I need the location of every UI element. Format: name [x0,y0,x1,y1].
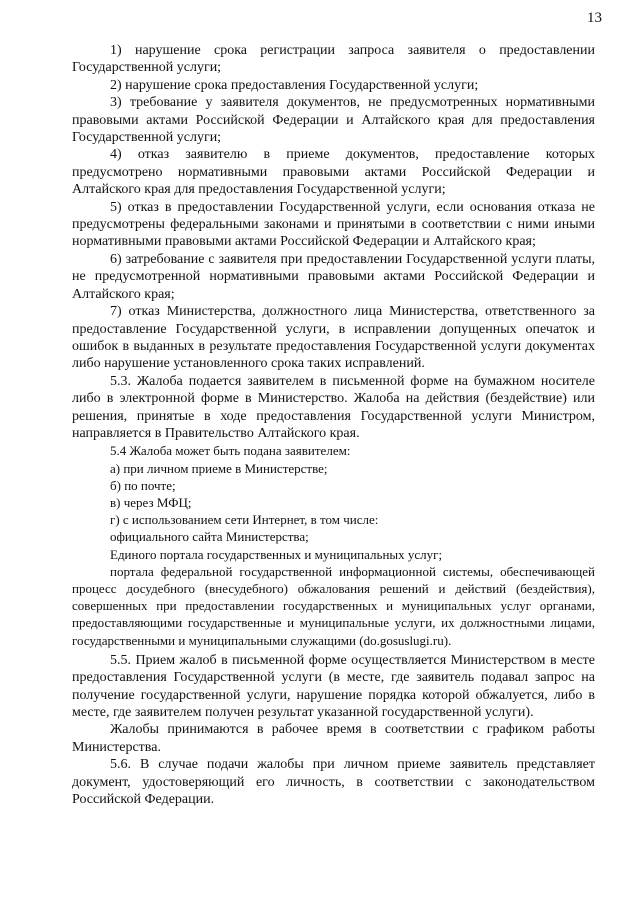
list-item-v: в) через МФЦ; [110,494,192,510]
paragraph-violation-3: 3) требование у заявителя документов, не предусмотренных нормативными правовыми актами Российской Федерации и Алтайского края для предоставления Государственной услуги; [72,95,595,146]
paragraph-violation-7: 7) отказ Министерства, должностного лица Министерства, ответственного за предоставление Государственной услуги, в исправлении допущенных опечаток и ошибок в выданных в результате предоставления Государственной услуги документах либо нарушение установленного срока таких исправлений. [72,304,595,372]
paragraph-violation-1: 1) нарушение срока регистрации запроса заявителя о предоставлении Государственной услуги; [72,43,595,76]
paragraph-violation-4: 4) отказ заявителю в приеме документов, предоставление которых предусмотрено нормативными правовыми актами Российской Федерации и Алтайского края для предоставления Государственной услуги; [72,147,595,198]
list-item-federal-portal: портала федеральной государственной информационной системы, обеспечивающей процесс досудебного (внесудебного) обжалования решений и действий (бездействия), совершенных при предоставлении государственных и муниципальных услуг органами, предоставляющими государственные и муниципальные услуги, их должностными лицами, государственными и муниципальными служащими (do.gosuslugi.ru). [72,563,595,648]
paragraph-violation-6: 6) затребование с заявителя при предоставлении Государственной услуги платы, не предусмотренной нормативными правовыми актами Российской Федерации и Алтайского края; [72,251,595,302]
list-item-b: б) по почте; [110,477,176,493]
list-item-official-site: официального сайта Министерства; [110,529,309,545]
document-body [72,42,595,808]
paragraph-violation-5: 5) отказ в предоставлении Государственной услуги, если основания отказа не предусмотрены федеральными законами и принятыми в соответствии с ними иными нормативными правовыми актами Российской Федерации и Алтайского края; [72,199,595,250]
paragraph-5-6: 5.6. В случае подачи жалобы при личном приеме заявитель представляет документ, удостоверяющий его личность, в соответствии с законодательством Российской Федерации. [72,757,595,808]
list-item-g: г) с использованием сети Интернет, в том числе: [110,512,379,528]
page-number: 13 [587,10,602,26]
list-item-unified-portal: Единого портала государственных и муниципальных услуг; [110,546,443,562]
paragraph-5-3: 5.3. Жалоба подается заявителем в письменной форме на бумажном носителе либо в электронной форме в Министерство. Жалоба на действия (бездействие) или решения, принятые в ходе предоставления Государственной услуги Министром, направляется в Правительство Алтайского края. [72,373,595,441]
paragraph-5-5: 5.5. Прием жалоб в письменной форме осуществляется Министерством в месте предоставления Государственной услуги (в месте, где заявитель подавал запрос на получение государственной услуги, нарушение порядка которой обжалуется, либо в месте, где заявителем получен результат указанной государственной услуги). [72,652,595,720]
paragraph-5-4: 5.4 Жалоба может быть подана заявителем: [110,443,351,459]
paragraph-working-hours: Жалобы принимаются в рабочее время в соответствии с графиком работы Министерства. [72,722,595,755]
list-item-a: а) при личном приеме в Министерстве; [110,460,328,476]
paragraph-violation-2: 2) нарушение срока предоставления Государственной услуги; [110,77,479,93]
